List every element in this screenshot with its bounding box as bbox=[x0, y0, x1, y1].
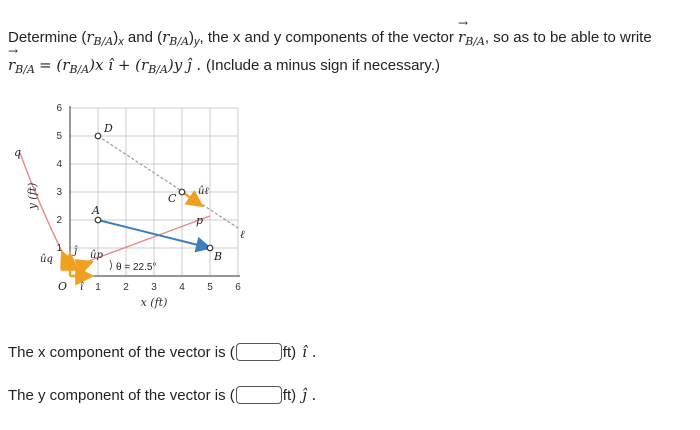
rba-y-symbol: $r_{B/A}$ bbox=[162, 28, 190, 48]
answer-x-suffix: ft) bbox=[282, 343, 297, 361]
label-b: B bbox=[214, 250, 223, 263]
label-origin: O bbox=[58, 280, 68, 293]
x-tick-6: 6 bbox=[235, 282, 241, 293]
instruction-note: (Include a minus sign if necessary.) bbox=[205, 57, 440, 74]
geometry-figure bbox=[0, 98, 260, 328]
x-tick-4: 4 bbox=[179, 282, 185, 293]
answer-x-input[interactable] bbox=[236, 343, 282, 361]
and-text: and ( bbox=[123, 29, 163, 46]
answer-row-x bbox=[8, 343, 316, 361]
angle-arc bbox=[110, 260, 112, 270]
label-i-hat: î bbox=[80, 282, 84, 293]
answer-x-prefix: The x component of the vector is ( bbox=[8, 343, 235, 361]
line-q bbox=[20, 153, 70, 268]
answer-x-hat: î . bbox=[302, 343, 317, 361]
label-u-p: ûp bbox=[90, 250, 103, 261]
answer-y-suffix: ft) bbox=[282, 386, 297, 404]
label-c: C bbox=[168, 192, 177, 205]
label-a: A bbox=[92, 204, 100, 217]
vector-r-ba-lhs: → $r_{B/A}$ bbox=[8, 44, 35, 76]
y-tick-3: 3 bbox=[56, 187, 62, 198]
label-p: p bbox=[196, 214, 204, 227]
label-q: q bbox=[14, 146, 22, 159]
label-angle: θ = 22.5° bbox=[116, 262, 157, 273]
rba-x-symbol: $r_{B/A}$ bbox=[86, 28, 114, 48]
answer-y-input[interactable] bbox=[236, 386, 282, 404]
question-line-1: Determine $(r_{B/A})_x$ and $(r_{B/A})_y$, the x and y components of the vector → $r_{B/A}$, so as to be able to write bbox=[8, 16, 652, 48]
point-b bbox=[207, 245, 213, 251]
answer-y-hat: ĵ . bbox=[302, 386, 317, 404]
answer-row-y bbox=[8, 386, 316, 404]
point-c bbox=[179, 189, 185, 195]
q-prefix: Determine ( bbox=[8, 29, 87, 46]
x-tick-1: 1 bbox=[95, 282, 101, 293]
q-mid: , the x and y components of the vector bbox=[199, 29, 454, 46]
x-axis-label: x (ft) bbox=[140, 296, 168, 309]
label-u-l: ûℓ bbox=[198, 186, 209, 197]
x-tick-2: 2 bbox=[123, 282, 129, 293]
question-line-2 bbox=[8, 44, 440, 76]
label-j-hat: ĵ bbox=[74, 246, 78, 257]
label-l: ℓ bbox=[240, 228, 245, 241]
y-tick-6: 6 bbox=[56, 103, 62, 114]
y-tick-2: 2 bbox=[56, 215, 62, 226]
y-axis-label: y (ft) bbox=[26, 182, 39, 210]
x-tick-5: 5 bbox=[207, 282, 213, 293]
equation-rhs: = $(r_{B/A})x$ î + $(r_{B/A})y$ ĵ . bbox=[39, 56, 202, 76]
label-u-q: ûq bbox=[40, 254, 53, 265]
answer-y-prefix: The y component of the vector is ( bbox=[8, 386, 235, 404]
line-l bbox=[98, 136, 238, 228]
q-suffix: , so as to be able to write bbox=[484, 29, 652, 46]
y-tick-1: 1 bbox=[56, 243, 62, 254]
point-a bbox=[95, 217, 101, 223]
y-tick-4: 4 bbox=[56, 159, 62, 170]
x-tick-3: 3 bbox=[151, 282, 157, 293]
vector-r-ba: → $r_{B/A}$ bbox=[458, 16, 485, 48]
y-tick-5: 5 bbox=[56, 131, 62, 142]
label-d: D bbox=[104, 122, 113, 135]
point-d bbox=[95, 133, 101, 139]
